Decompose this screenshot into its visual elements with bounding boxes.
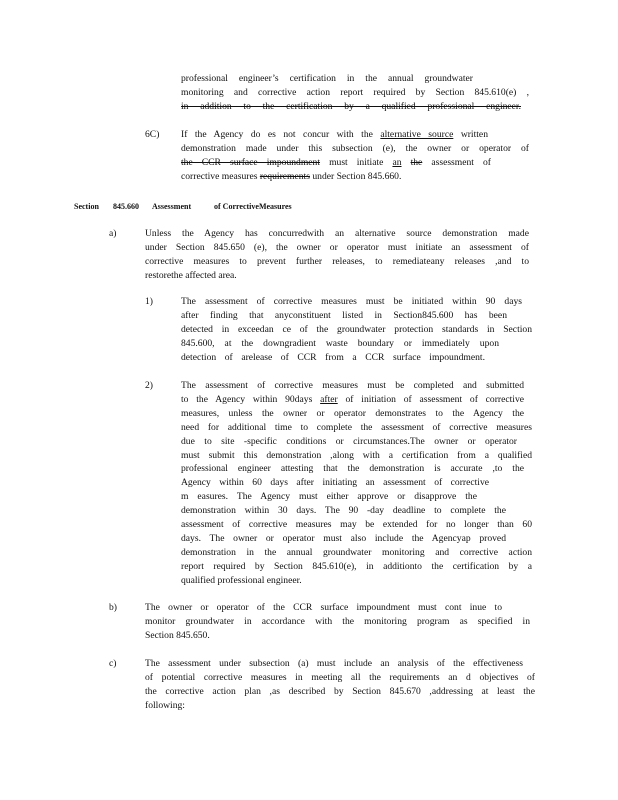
struck-text: the [410,156,423,168]
item-6c-line [181,156,491,170]
text-run: to the Agency within 90days [181,393,313,405]
item-2-line: need for additional time to complete the assessment of corrective measures [181,421,532,433]
item-1-line: The assessment of corrective measures must be initiated within 90 days [181,296,522,307]
para-b-line: Section 845.650. [145,629,210,641]
item-2-line: due to site -specific conditions or circumstances.The owner or operator [181,435,517,447]
para-b-line: The owner or operator of the CCR surface impoundment must cont inue to [145,602,502,613]
para-c-line: the corrective action plan ,as described by Section 845.670 ,addressing at least the [145,685,535,697]
para-c-label: c) [109,658,117,669]
item-1-line: after finding that anyconstituent listed in Section845.600 has been [181,309,507,321]
item-2-line [181,393,524,407]
para-c-line: of potential corrective measures in meeting all the requirements an d objectives of [145,671,535,683]
para-a-label: a) [109,228,117,239]
intro-line: professional engineer’s certification in the annual groundwater [181,73,473,84]
section-label: Section [74,202,99,211]
para-c-line: following: [145,699,185,711]
item-2-line: assessment of corrective measures may be extended for no longer than 60 [181,519,532,531]
item-6c-line [181,128,488,142]
item-2-line: report required by Section 845.610(e), in additionto the certification by a [181,560,532,572]
item-2-line: professional engineer attesting that the demonstration is accurate ,to the [181,463,524,475]
underlined-text: alternative source [380,129,454,140]
item-1-paragraph [181,295,532,365]
item-1-line: 845.600, at the downgradient waste boundary or immediately upon [181,337,499,349]
item-2-line: qualified professional engineer. [181,574,302,586]
text-run: must initiate [329,156,384,168]
item-2-paragraph [181,379,532,588]
text-run: under Section 845.660. [312,170,402,182]
para-b-paragraph [145,601,530,643]
struck-text: requirements [259,170,310,182]
item-2-line: must submit this demonstration ,along with a certification from a qualified [181,449,532,461]
section-title-rest: of CorrectiveMeasures [214,202,292,211]
text-run: corrective measures [181,170,258,182]
item-6c-line [181,170,529,184]
struck-text: the CCR surface impoundment [181,156,321,168]
text-run: written [460,129,488,140]
item-6c-paragraph [181,128,529,184]
text-run: If the Agency do es not concur with the [181,129,373,140]
text-run: assessment of [431,156,492,168]
section-number: 845.660 [113,202,139,211]
intro-paragraph [181,72,529,114]
item-2-line: measures, unless the owner or operator demonstrates to the Agency the [181,407,524,419]
para-a-paragraph [145,227,529,283]
item-1-label: 1) [145,296,153,307]
item-6c-line: demonstration made under this subsection (e), the owner or operator of [181,142,529,154]
item-1-line: detection of arelease of CCR from a CCR surface impoundment. [181,351,485,363]
item-2-line: m easures. The Agency must either approve or disapprove the [181,491,477,503]
item-2-line: days. The owner or operator must also include the Agencyap proved [181,532,506,544]
underlined-text: after [320,393,338,405]
item-2-line: Agency within 60 days after initiating an assessment of corrective [181,477,489,489]
para-a-line: Unless the Agency has concurredwith an alternative source demonstration made [145,228,529,239]
underlined-text: an [392,156,402,168]
section-title-word: Assessment [152,202,192,211]
para-a-line: restorethe affected area. [145,269,237,281]
item-2-line: The assessment of corrective measures must be completed and submitted [181,380,524,391]
intro-struck-line: in addition to the certification by a qualified professional engineer. [181,100,521,112]
para-a-line: corrective measures to prevent further releases, to remediateany releases ,and to [145,255,529,267]
para-b-label: b) [109,602,117,613]
intro-line: monitoring and corrective action report required by Section 845.610(e) , [181,86,529,98]
item-2-label: 2) [145,380,153,391]
item-1-line: detected in exceedan ce of the groundwater protection standards in Section [181,323,532,335]
para-c-paragraph [145,657,535,713]
item-2-line: demonstration in the annual groundwater monitoring and corrective action [181,546,532,558]
text-run: of initiation of assessment of corrective [345,393,525,405]
item-6c-label: 6C) [145,129,160,140]
item-2-line: demonstration within 30 days. The 90 -day deadline to complete the [181,505,506,517]
para-a-line: under Section 845.650 (e), the owner or operator must initiate an assessment of [145,241,529,253]
para-c-line: The assessment under subsection (a) must include an analysis of the effectiveness [145,658,523,669]
para-b-line: monitor groundwater in accordance with the monitoring program as specified in [145,615,530,627]
